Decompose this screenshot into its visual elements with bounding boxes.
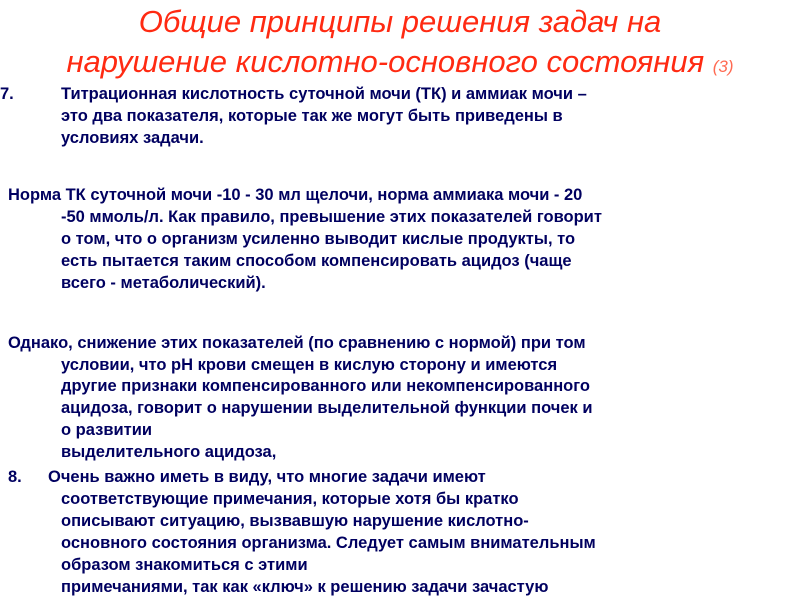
however-line-5: о развитии <box>61 421 152 439</box>
item-8-line-4: основного состояния организма. Следует самым внимательным <box>61 534 596 552</box>
item-7-line-2: это два показателя, которые так же могут быть приведены в <box>61 107 563 125</box>
norm-line-2: -50 ммоль/л. Как правило, превышение этих показателей говорит <box>61 208 602 226</box>
item-8-line-6: примечаниями, так как «ключ» к решению задачи зачастую <box>61 578 549 596</box>
title-suffix: (3) <box>712 57 734 76</box>
item-8-line-3: описывают ситуацию, вызвавшую нарушение кислотно- <box>61 512 529 530</box>
however-line-1: Однако, снижение этих показателей (по сравнению с нормой) при том <box>8 334 586 352</box>
norm-line-1: Норма ТК суточной мочи -10 - 30 мл щелочи, норма аммиака мочи - 20 <box>8 186 583 204</box>
item-8-line-5: образом знакомиться с этими <box>61 556 308 574</box>
title-line-2-text: нарушение кислотно-основного состояния <box>66 44 705 79</box>
however-line-2: условии, что рН крови смещен в кислую сторону и имеются <box>61 356 558 374</box>
item-7-marker: 7. <box>0 85 14 103</box>
title-line-1: Общие принципы решения задач на <box>138 4 662 39</box>
item-7-line-1: Титрационная кислотность суточной мочи (ТК) и аммиак мочи – <box>61 85 587 103</box>
however-line-4: ацидоза, говорит о нарушении выделительной функции почек и <box>61 399 593 417</box>
item-8-marker: 8. <box>8 468 22 486</box>
however-line-6: выделительного ацидоза, <box>61 443 277 461</box>
item-8-line-2: соответствующие примечания, которые хотя бы кратко <box>61 490 519 508</box>
item-7-line-3: условиях задачи. <box>61 129 204 147</box>
however-line-3: другие признаки компенсированного или некомпенсированного <box>61 377 590 395</box>
item-8-line-1: Очень важно иметь в виду, что многие задачи имеют <box>48 468 486 486</box>
norm-line-3: о том, что о организм усиленно выводит кислые продукты, то <box>61 230 576 248</box>
norm-line-5: всего - метаболический). <box>61 274 266 292</box>
norm-line-4: есть пытается таким способом компенсировать ацидоз (чаще <box>61 252 572 270</box>
